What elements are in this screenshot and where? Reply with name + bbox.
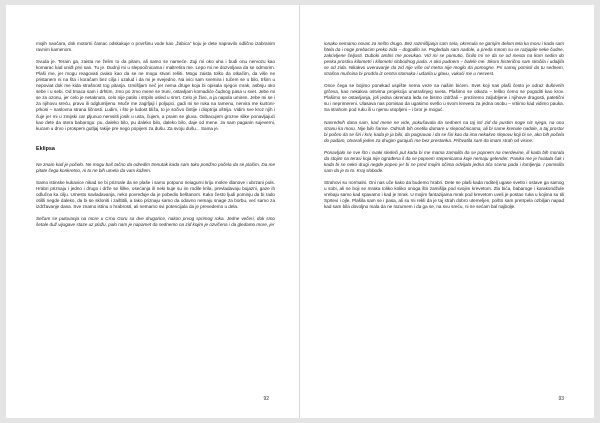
right-page bbox=[300, 5, 594, 418]
book-spread bbox=[6, 5, 594, 418]
left-page bbox=[6, 5, 300, 418]
left-paragraph-2: Svuda je. Teram ga, zaista ne želim to da pitam, ali samo se nameće. Zuji mi oko uha i budi onu nervozu kao komarac kad uniđi prvi san. Tu je. Dudnji mi u slepoočnicama i maltretira me. Lepo mi ne dozvoljava da se odmorim. Plaši me, jer mogu reagovati ovako kao da se ne mogu stvari rešiti. Mogu zaista tolko da otkačim, da više ne pristanem ni na šta i koračam bez cilja i uzalud i da mi je svejedno. Na ivici sam svemira i tučem se u bilo, tršim u nepoviat dok me kida strašnost tog pitanja. Izmišljam neč jer nema druge koja bi opisala njegov mrak, asbnju oko sebe i u sebi. Od tmaca sam i drhtim, zmo po zmo mene se truni, ostavljam komadiće čudnog pasa u svet. Jebe mi se za ozonu, jer celo je netaknuto, celo nije patilo i strpilo usled u smrt. Celo je živo, a ja napola umiren. Jebe mi se i za njihovu sreću, pravu ili odglumljenu. Muče me zagrljaji i poljupci, gadi mi se ruka na ramenu, nervira me kurtoni-prkosi – naslovna strana ličnosti. Ludim, i što je ludost bliža, to je sočivo čistije i dioptrija oštrija. Vidim sve kroz njih i čuje jer mi u zmijski car pljunuo nemsitli josik u usta, čujem, a praim se gluva. Odbacujem grozne slike ponavljajući kao dete da otera babarogu: pu, daleko bilo, pu daleko bilo, daleko bilo, daje od mene. Ja sam paganin sujeverni, kucam u drvo i prospem gutljaj rakije pre nego popijem za dušu. Za svoju dušu... Sama je. bbox=[36, 59, 275, 131]
right-page-number: 93 bbox=[558, 396, 564, 402]
left-page-number: 92 bbox=[263, 396, 269, 402]
left-page-text bbox=[36, 41, 275, 132]
right-paragraph-3: Nasrednih dana sam, kad mene ne vide, pokušavala da sednem na taj isti zid da pustim noge niz njega, na onu stranu ka moru. Nije bilo šanse. Odmah bih osetila damare u slepoočnicama, ali bi same krenule nadole, a taj prostor bi počeo da se širi i kriv, kada je ja bilo, da poigravao i da se širi kao da ima nekakvo slepovu koji bi se, ako bih počela do padam, otvarali jeden za drugim gurajući me bez prestanka. Prihvatila sam da imam strah od visine. bbox=[324, 119, 564, 143]
left-paragraph-1: mojih naočara, dok motorni čamac odskakuje o površinu vode kao „žabica” koju je dete napravilo odličnо izabranim ravnim kamenom. bbox=[36, 41, 275, 53]
chapter-title: Eklipsa bbox=[36, 145, 55, 152]
left-paragraph-5: Sečam se putovanja na more u Crnu Goru sa dve drugarice, nakon prvog sprimog roka. Jedne večeri, dok smo šetale duž vijugave staze uz plažu, palo nam je napamet da sednemo na zid kojim je ozvičena i da gledamo more, jer bbox=[36, 215, 275, 228]
right-paragraph-5: Strahovi su normalni. Oni nas uče kako da budemo hrabri. Dete se plaši kada roditelj ugase svetlo i ostave ga samog u sobi, ali ne boji se mraka toliko koliko onoga što zamišlja pod svojim krevetom. Zla bića, babaroge i karakondžule vrebaju samo kad spavamo i kad je mrak. U mojim fantazijama mrak pod krevetom uveli je postao ruka u kojima su tili Sprtevi i ojle. Plašila sam se i pasa, ali su mi rekli da je taj strah dobro utemeljen, pošto sam pretrpela ozbiljan napad kad sam bila dovoljno mala da ne razumem i da ga se, na svu sreću, ni ne sećam bal najbolje. bbox=[324, 179, 564, 210]
left-paragraph-4: Samo istinske kukavice nikad ne bi priznale da se plaše i samo potpuno neiagurni kriju mokre dlanove i ubrzani puls. Hrabri priznaju i jedno i drugo i drže se šilke, osećanja ili neki kuje su im rodile krila, prevladavaju bojazni, gaze ih odlučnа kа cilju. Umesto savladavanja, neko povređuje da je pobedio beštanom. Kako često ljudi pominju da bi rado otišli negde daleko, da bi se skloniti i zaštitili, a tako priznaju samo da odavno nemaju snage za borbu, već samo za izdržavanje dana. Sve znamo istinu o hrabrosti, ali nemamo svi potencijala da je prevedemo u dela. bbox=[36, 179, 275, 209]
left-paragraph-3: Ne znam kad je počelo. Ne mogu baš tačno da odredim trenutak kada sam toko ponižno počela da se plašim. Da me pitate čega konkretno, ni to ne bih umela da vam kažem. bbox=[36, 161, 275, 173]
right-page-text bbox=[324, 41, 564, 210]
left-page-text-continued bbox=[36, 162, 275, 228]
right-paragraph-4: Ponavljalo se sve što i svaki sledeći put kada bi me mama zamolila da se popnem na merdevine, ili kada bih morala da stojim na terasi koja nije ograđena il da se popnem stepenicama koje nemaju gelender. Panika me je hvatala čak i kada bi se neko drugi negde popeo jer bi se pred mojim očima odvijala jedna tića scena pada i lomljenja. I pomislila sam da je to to. Kraj slobode. bbox=[324, 149, 564, 173]
right-paragraph-1: ionako nemamo novac za nešto drugo. Bez razmišljanja sam sela, okrenula se garnjim delom tela ka moru i kada sam htela da i noge prebacim preko zida – dogodilo se. Pogledala sam nadole, a preda mnom su se razjapile neke čudne, zakrivljene čeljusti. Duboki ambis me povukao. Vid mi se pomutio, činilo mi se da se od mesta na kom sedim do peska prostiru kilometri i kilometri slobodnog pada. A oko padnem – balele me. Skoro histerično sam skočila i udaljila se od zida. Nikakvo uveravanje da zid nije više od metra nije moglo da pomogne. Pri samoj pomisli da tu sednem, strašna mučnina bi prodrla iz centra stomaka i udarila u glavu, vukući me u nesvest. bbox=[324, 41, 565, 77]
right-paragraph-2: Once čega se bojimo ponekad uspište nema veze sa našim bićem. Svet koji nas plaši često je odraz duševnih grčeva, kao nekakva ostvima projekcija unutrašnjeg sveta. Plašimo se otkaza – teško ćemo se pogoditi kao krov. Plašimo se ostavljanja, još jedna okrenuta leđa ne bismo izdržali – preziremo zaljubljene i njihove dragosti, patetični su i neprimereni. Ulasava nas pomisao da ugasimo svetlo u svom krevetu za jedna osobu – vrtiimo kad vidimo pauka. Sa strahom pod ruku ili u njemu utopljeni – i bror je moguć. bbox=[324, 83, 564, 113]
